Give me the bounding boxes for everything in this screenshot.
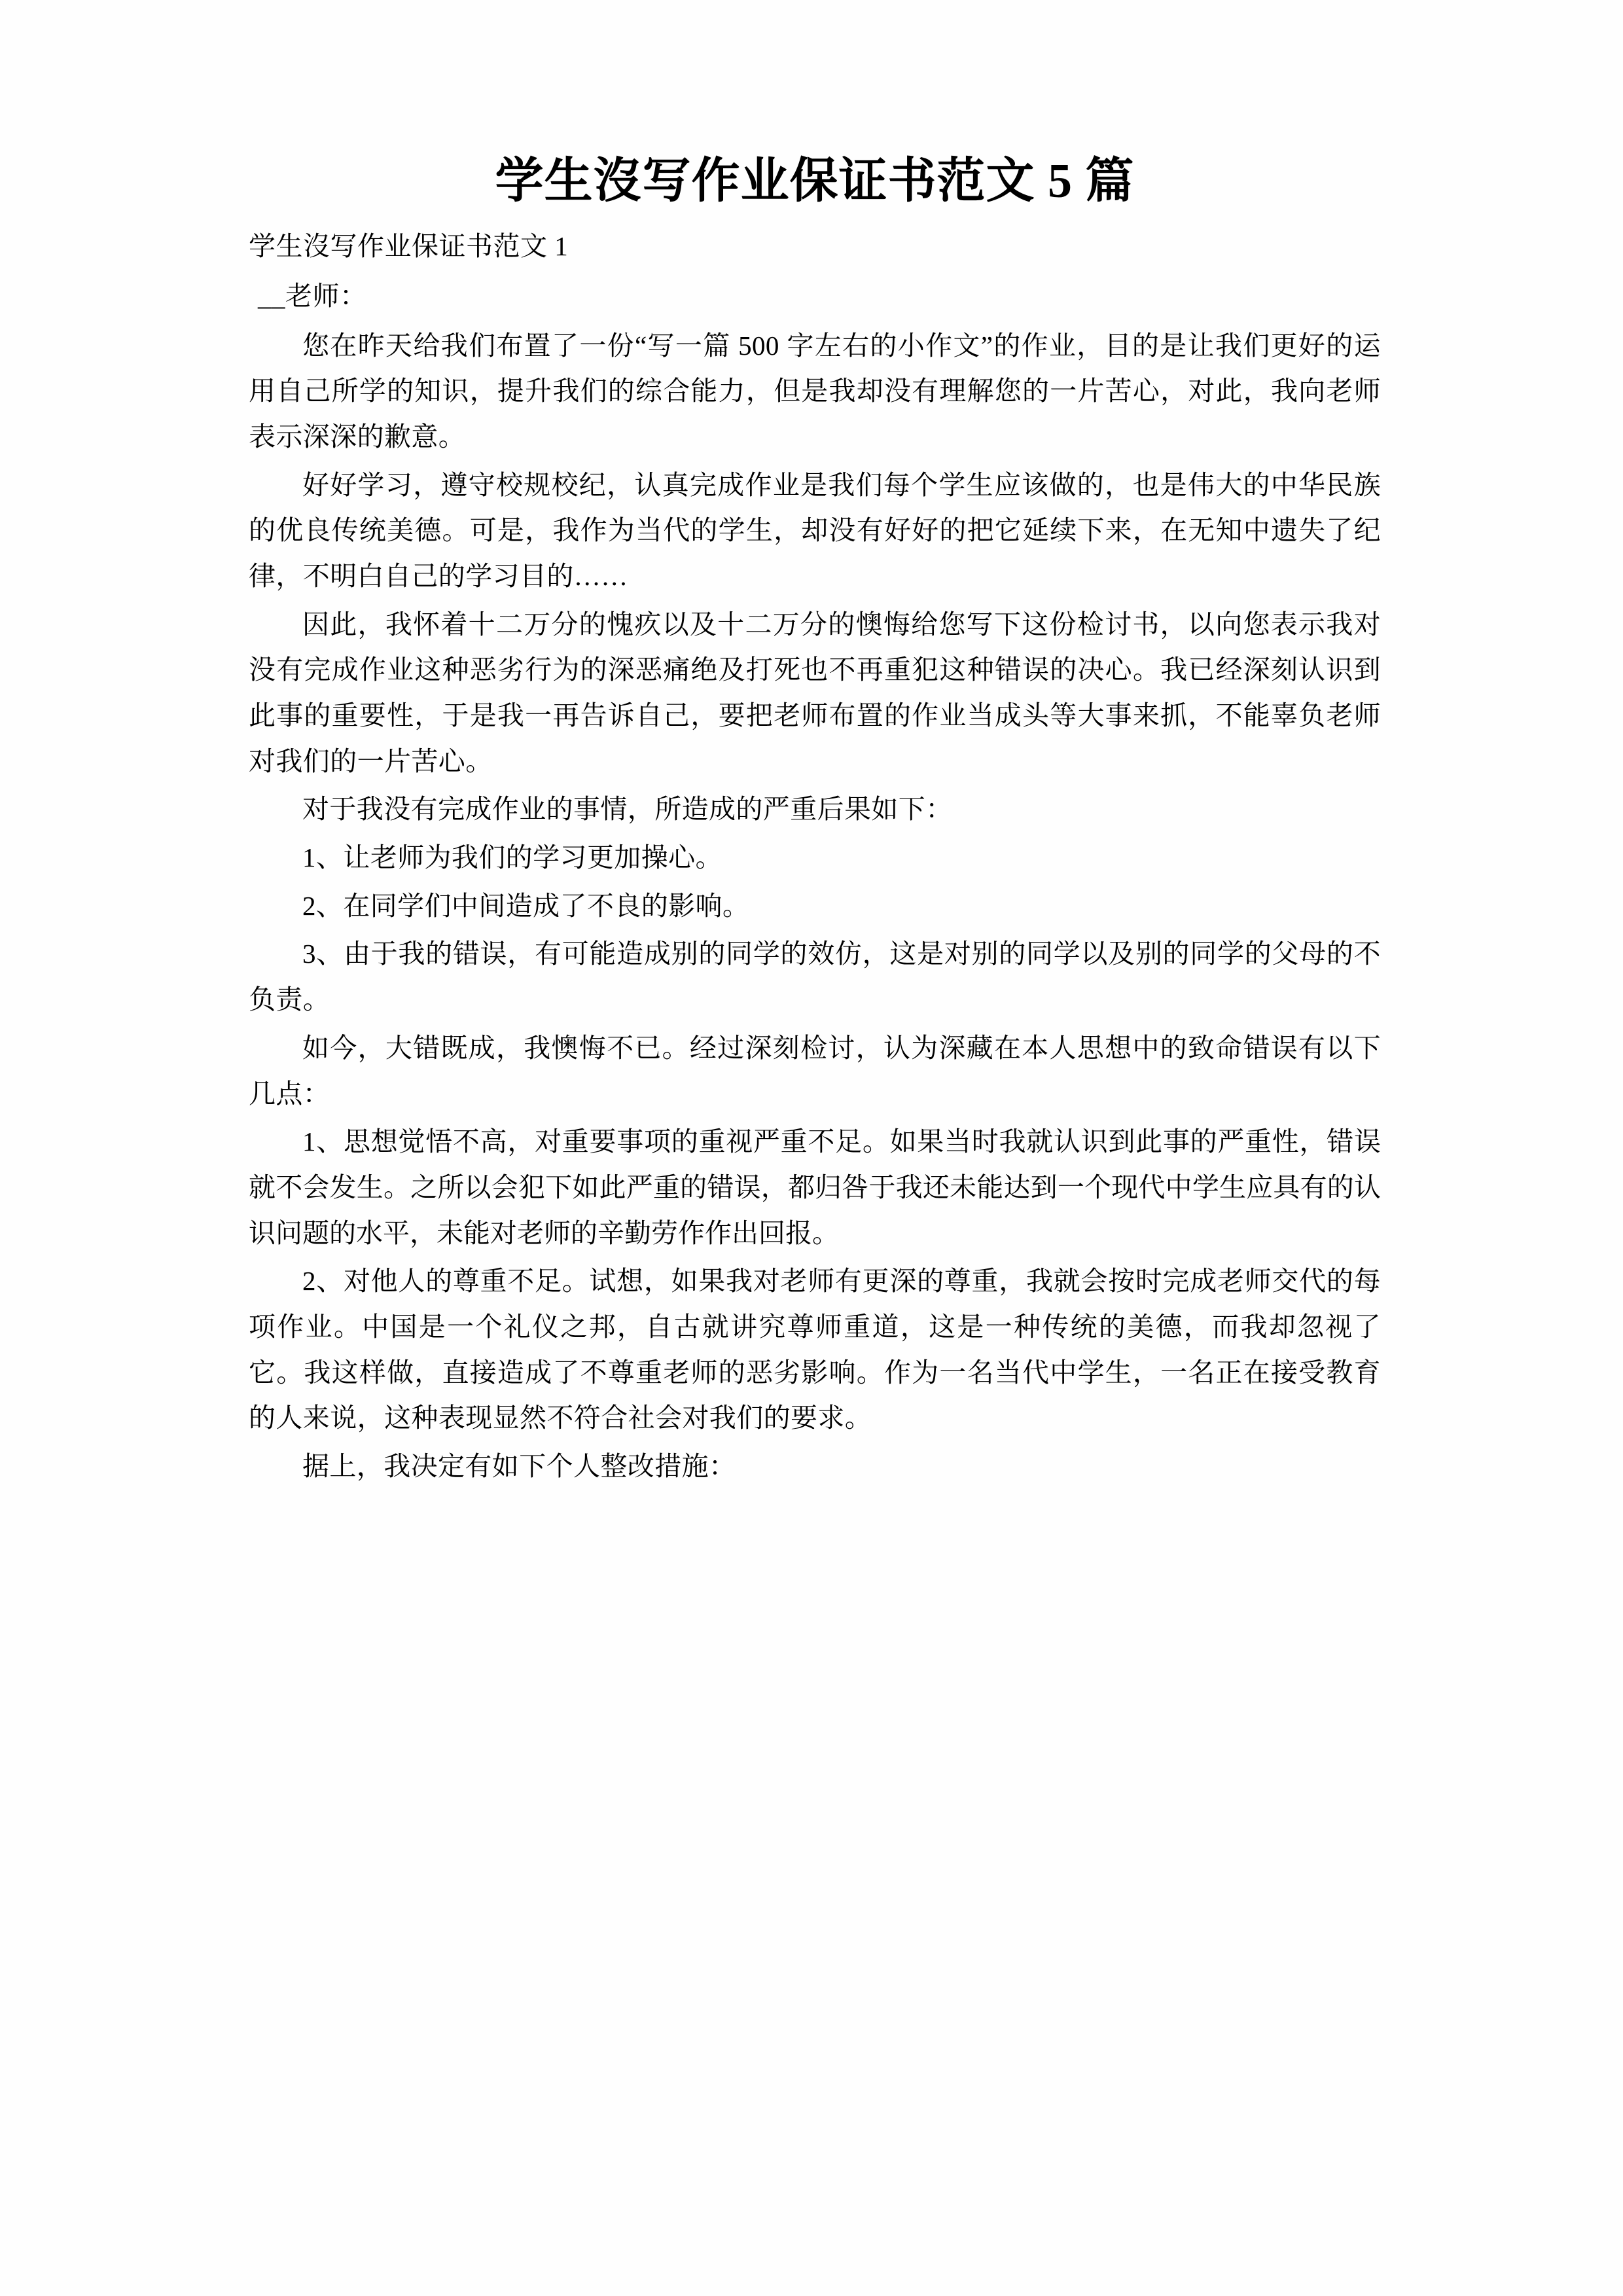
- document-body: [249, 151, 1381, 1492]
- paragraph-consequences-lead: 对于我没有完成作业的事情，所造成的严重后果如下：: [302, 794, 953, 825]
- paragraph-apology: 您在昨天给我们布置了一份“写一篇 500 字左右的小作文”的作业，目的是让我们更好的运用自己所学的知识，提升我们的综合能力，但是我却没有理解您的一片苦心，对此，我向老师表示深深的歉意。: [249, 330, 1381, 452]
- list-item-consequence-1: 1、让老师为我们的学习更加操心。: [302, 842, 722, 873]
- list-item-fault-1: 1、思想觉悟不高，对重要事项的重视严重不足。如果当时我就认识到此事的严重性，错误就不会发生。之所以会犯下如此严重的错误，都归咎于我还未能达到一个现代中学生应具有的认识问题的水平，未能对老师的辛勤劳作作出回报。: [249, 1126, 1381, 1248]
- paragraph-reflection-lead: 如今，大错既成，我懊悔不已。经过深刻检讨，认为深藏在本人思想中的致命错误有以下几点：: [249, 1032, 1381, 1109]
- paragraph-measures-lead: 据上，我决定有如下个人整改措施：: [302, 1451, 736, 1482]
- paragraph-resolution: 因此，我怀着十二万分的愧疚以及十二万分的懊悔给您写下这份检讨书，以向您表示我对没有完成作业这种恶劣行为的深恶痛绝及打死也不再重犯这种错误的决心。我已经深刻认识到此事的重要性，于是我一再告诉自己，要把老师布置的作业当成头等大事来抓，不能辜负老师对我们的一片苦心。: [249, 609, 1381, 776]
- list-item-consequence-3: 3、由于我的错误，有可能造成别的同学的效仿，这是对别的同学以及别的同学的父母的不负责。: [249, 939, 1381, 1015]
- document-subtitle: 学生沒写作业保证书范文 1: [249, 230, 569, 261]
- list-item-fault-2: 2、对他人的尊重不足。试想，如果我对老师有更深的尊重，我就会按时完成老师交代的每项作业。中国是一个礼仪之邦，自古就讲究尊师重道，这是一种传统的美德，而我却忽视了它。我这样做，直接造成了不尊重老师的恶劣影响。作为一名当代中学生，一名正在接受教育的人来说，这种表现显然不符合社会对我们的要求。: [249, 1266, 1381, 1433]
- list-item-consequence-2: 2、在同学们中间造成了不良的影响。: [302, 890, 750, 921]
- salutation-line: __老师：: [258, 281, 367, 312]
- paragraph-virtue: 好好学习，遵守校规校纪，认真完成作业是我们每个学生应该做的，也是伟大的中华民族的优良传统美德。可是，我作为当代的学生，却没有好好的把它延续下来，在无知中遗失了纪律，不明白自己的学习目的……: [249, 469, 1381, 591]
- page-title: 学生沒写作业保证书范文 5 篇: [495, 154, 1135, 208]
